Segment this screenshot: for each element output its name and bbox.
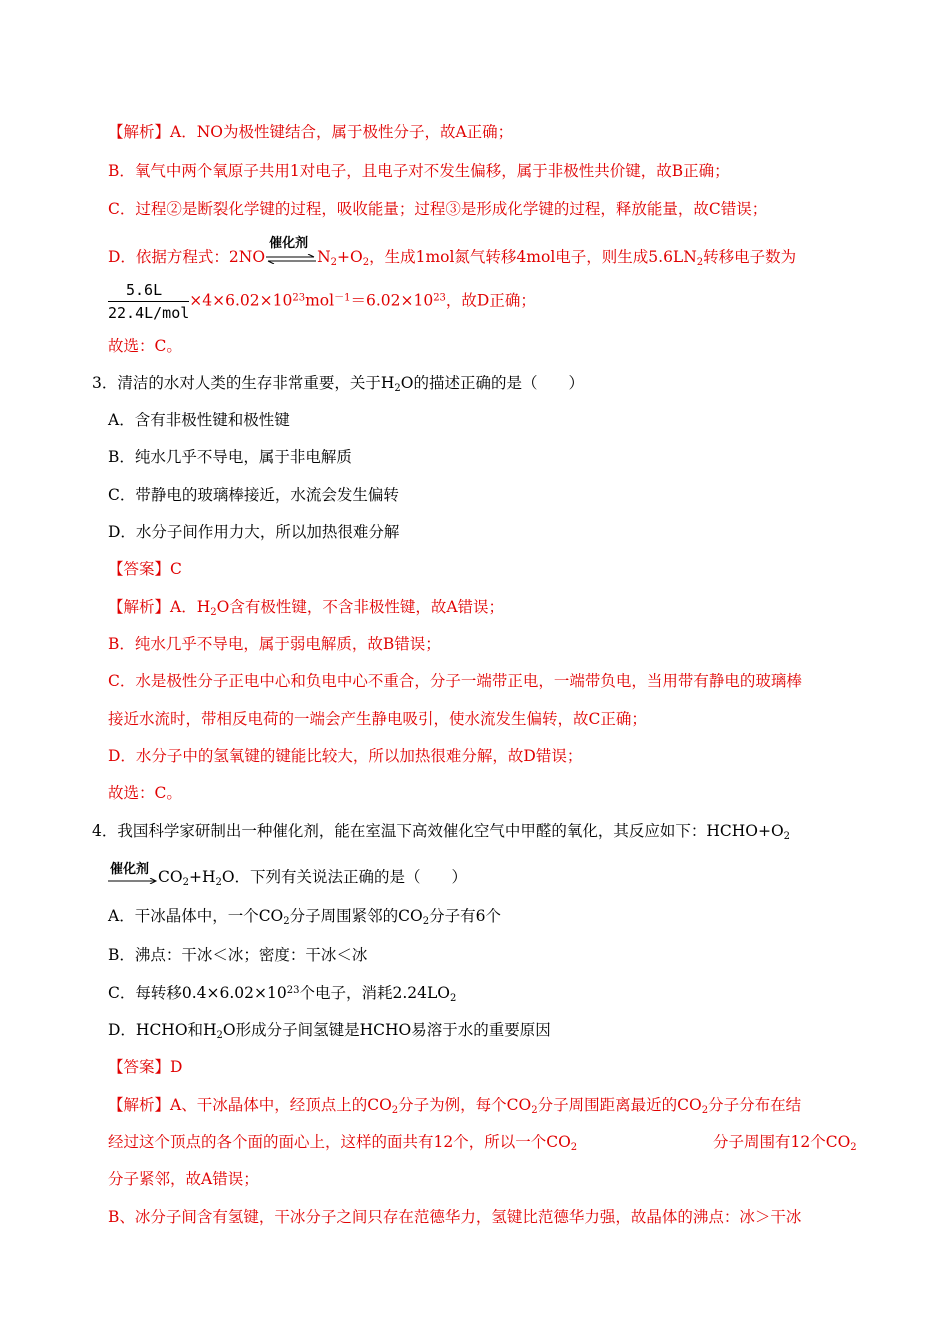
q4-answer: 【答案】D bbox=[108, 1058, 183, 1076]
q3-stem: 3．清洁的水对人类的生存非常重要，关于$H_2O$的描述正确的是（ ） bbox=[92, 374, 584, 394]
q4-analysis-a4: 分子紧邻，故A错误； bbox=[108, 1170, 259, 1188]
q2-calculation: $\frac{5.6L}{\text{22.4L/mol}}$ $\times 4\times 6.02\times 10^{23}mol^{-1}=6.02\times 10^{23}$，故D正确； bbox=[108, 281, 536, 322]
reversible-catalyst-arrow: 催化剂 bbox=[266, 246, 316, 266]
catalyst-arrow: 催化剂 bbox=[108, 866, 158, 886]
q4-analysis-a3: 分子周围有12个$CO_2$ bbox=[713, 1133, 857, 1153]
q4-stem-cont: 催化剂 $CO_2+H_2O$．下列有关说法正确的是（ ） bbox=[110, 862, 468, 888]
q4-option-b: B．沸点：干冰＜冰；密度：干冰＜冰 bbox=[108, 946, 368, 964]
q2-analysis-b: B．氧气中两个氧原子共用1对电子，且电子对不发生偏移，属于非极性共价键，故B正确； bbox=[108, 162, 730, 180]
q3-answer: 【答案】C bbox=[108, 560, 182, 578]
q3-option-a: A．含有非极性键和极性键 bbox=[108, 411, 290, 429]
q3-analysis-c1: C．水是极性分子正电中心和负电中心不重合，分子一端带正电，一端带负电，当用带有静电的玻璃棒 bbox=[108, 672, 802, 690]
q3-analysis-a: 【解析】A．$H_2O$含有极性键，不含非极性键，故A错误； bbox=[108, 598, 505, 618]
q2-analysis-a: 【解析】A．NO为极性键结合，属于极性分子，故A正确； bbox=[108, 123, 514, 141]
q3-analysis-b: B．纯水几乎不导电，属于弱电解质，故B错误； bbox=[108, 635, 441, 653]
q4-analysis-a2: 经过这个顶点的各个面的面心上，这样的面共有12个，所以一个$CO_2$ bbox=[108, 1133, 578, 1153]
q3-analysis-d: D．水分子中的氢氧键的键能比较大，所以加热很难分解，故D错误； bbox=[108, 747, 583, 765]
q2-analysis-d: D．依据方程式：2NO 催化剂 $N_2+O_2$，生成1mol氮气转移4mol电子，则生成$5.6LN_2$转移电子数为 bbox=[108, 236, 797, 268]
q4-analysis-b: B、冰分子间含有氢键，干冰分子之间只存在范德华力，氢键比范德华力强，故晶体的沸点：冰＞干冰 bbox=[108, 1208, 802, 1226]
q4-stem: 4．我国科学家研制出一种催化剂，能在室温下高效催化空气中甲醛的氧化，其反应如下：$HCHO+O_2$ bbox=[92, 822, 791, 842]
q4-option-a: A．干冰晶体中，一个$CO_2$分子周围紧邻的$CO_2$分子有6个 bbox=[108, 907, 501, 927]
q3-analysis-c2: 接近水流时，带相反电荷的一端会产生静电吸引，使水流发生偏转，故C正确； bbox=[108, 710, 647, 728]
q2-choice: 故选：C。 bbox=[108, 337, 182, 355]
q4-option-d: D．HCHO和$H_2O$形成分子间氢键是HCHO易溶于水的重要原因 bbox=[108, 1021, 551, 1041]
q4-option-c: C．每转移$0.4\times 6.02\times 10^{23}$个电子，消耗$2.24LO_2$ bbox=[108, 984, 457, 1004]
volume-fraction: $\frac{5.6L}{\text{22.4L/mol}}$ bbox=[108, 281, 190, 322]
q3-option-d: D．水分子间作用力大，所以加热很难分解 bbox=[108, 523, 400, 541]
q3-option-c: C．带静电的玻璃棒接近，水流会发生偏转 bbox=[108, 486, 399, 504]
q2-analysis-c: C．过程②是断裂化学键的过程，吸收能量；过程③是形成化学键的过程，释放能量，故C错误； bbox=[108, 200, 768, 218]
q3-choice: 故选：C。 bbox=[108, 784, 182, 802]
q3-option-b: B．纯水几乎不导电，属于非电解质 bbox=[108, 448, 352, 466]
q4-analysis-a1: 【解析】A、干冰晶体中，经顶点上的$CO_2$分子为例，每个$CO_2$分子周围距离最近的$CO_2$分子分布在结 bbox=[108, 1096, 802, 1116]
